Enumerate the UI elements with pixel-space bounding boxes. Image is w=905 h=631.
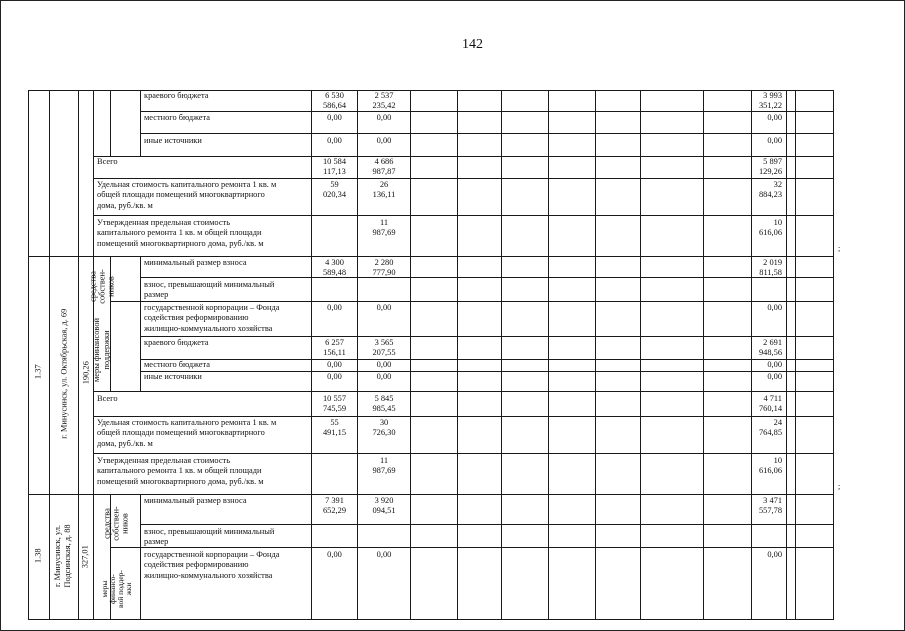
cell-value: 0,00 — [327, 113, 342, 122]
row-label: Удельная стоимость капитального ремонта 1 кв. м общей площади помещений многоквартирного дома, руб./кв. м — [97, 418, 277, 448]
cell-value: 3 565 207,55 — [372, 338, 396, 358]
address: г. Минусинск, ул. Октябрьская, д. 69 — [59, 308, 69, 439]
margin-mark: ; — [838, 482, 841, 491]
cell-value: 10 557 745,59 — [322, 394, 347, 414]
cell-value: 5 897 129,26 — [758, 157, 782, 177]
cell-value: 2 691 948,56 — [758, 338, 782, 358]
row-label: иные источники — [144, 136, 202, 145]
cell-value: 0,00 — [327, 303, 342, 312]
cell-value: 0,00 — [376, 303, 392, 312]
cell-value: 0,00 — [767, 372, 782, 381]
cell-value: 0,00 — [327, 360, 342, 369]
item-number: 1.37 — [33, 364, 43, 380]
cell-value: 26 136,11 — [372, 180, 396, 200]
row-label: краевого бюджета — [144, 91, 209, 100]
cell-value: 32 884,23 — [758, 180, 782, 200]
cell-value: 0,00 — [327, 136, 342, 145]
cell-value: 4 711 760,14 — [758, 394, 782, 414]
row-label: местного бюджета — [144, 113, 211, 122]
cell-value: 0,00 — [376, 360, 392, 369]
cell-value: 3 471 557,78 — [758, 496, 782, 516]
row-label: местного бюджета — [144, 360, 211, 369]
cell-value: 11 987,69 — [372, 456, 396, 476]
group-support: меры финансовой поддержки — [92, 318, 111, 382]
cell-value: 6 530 586,64 — [322, 91, 347, 111]
cell-value: 2 537 235,42 — [372, 91, 396, 111]
cell-value: 0,00 — [767, 303, 782, 312]
cell-value: 10 616,06 — [758, 218, 782, 238]
area: 327,01 — [80, 545, 90, 569]
cell-value: 0,00 — [327, 550, 342, 559]
cell-value: 0,00 — [767, 136, 782, 145]
row-label: государственной корпорации – Фонда содействия реформированию жилищно-коммунального хозяйства — [144, 550, 280, 580]
page-number: 142 — [462, 37, 483, 52]
row-label: краевого бюджета — [144, 338, 209, 347]
row-label: Утвержденная предельная стоимость капитального ремонта 1 кв. м общей площади помещений многоквартирного дома, руб./кв. м — [97, 456, 264, 486]
row-label: Всего — [97, 394, 118, 403]
cell-value: 30 726,30 — [372, 418, 396, 438]
row-label: взнос, превышающий минимальный размер — [144, 280, 275, 300]
margin-mark: ; — [838, 244, 841, 253]
cell-value: 2 280 777,90 — [372, 258, 396, 278]
cell-value: 11 987,69 — [372, 218, 396, 238]
cell-value: 0,00 — [376, 372, 392, 381]
cell-value: 59 020,34 — [322, 180, 347, 200]
cell-value: 0,00 — [376, 113, 392, 122]
cell-value: 0,00 — [767, 550, 782, 559]
area: 190,26 — [81, 361, 91, 385]
row-label: иные источники — [144, 372, 202, 381]
cell-value: 0,00 — [376, 550, 392, 559]
cell-value: 7 391 652,29 — [322, 496, 347, 516]
row-label: государственной корпорации – Фонда содействия реформированию жилищно-коммунального хозяйства — [144, 303, 280, 333]
cell-value: 5 845 985,45 — [372, 394, 396, 414]
cell-value: 4 686 987,87 — [372, 157, 396, 177]
group-support: меры финансо- вой поддер- жки — [100, 570, 133, 608]
cell-value: 24 764,85 — [758, 418, 782, 438]
cell-value: 10 616,06 — [758, 456, 782, 476]
row-label: Утвержденная предельная стоимость капитального ремонта 1 кв. м общей площади помещений многоквартирного дома, руб./кв. м — [97, 218, 264, 248]
row-label: Всего — [97, 157, 118, 166]
group-owners: средства собствен- ников — [102, 506, 130, 541]
row-label: минимальный размер взноса — [144, 258, 247, 267]
cell-value: 2 019 811,58 — [759, 258, 782, 278]
cell-value: 3 993 351,22 — [758, 91, 782, 111]
item-number: 1.38 — [33, 548, 43, 564]
cell-value: 0,00 — [327, 372, 342, 381]
cell-value: 0,00 — [376, 136, 392, 145]
cell-value: 55 491,15 — [322, 418, 347, 438]
cell-value: 0,00 — [767, 113, 782, 122]
cell-value: 10 584 117,13 — [322, 157, 347, 177]
group-owners: средства собствен- ников — [88, 269, 116, 304]
row-label: Удельная стоимость капитального ремонта 1 кв. м общей площади помещений многоквартирного дома, руб./кв. м — [97, 180, 277, 210]
cell-value: 0,00 — [767, 360, 782, 369]
row-label: взнос, превышающий минимальный размер — [144, 527, 275, 547]
row-label: минимальный размер взноса — [144, 496, 247, 505]
address: г. Минусинск, ул. Подсинская, д. 88 — [53, 524, 72, 588]
cell-value: 4 300 589,48 — [322, 258, 347, 278]
cell-value: 6 257 156,11 — [323, 338, 346, 358]
cell-value: 3 920 094,51 — [372, 496, 396, 516]
